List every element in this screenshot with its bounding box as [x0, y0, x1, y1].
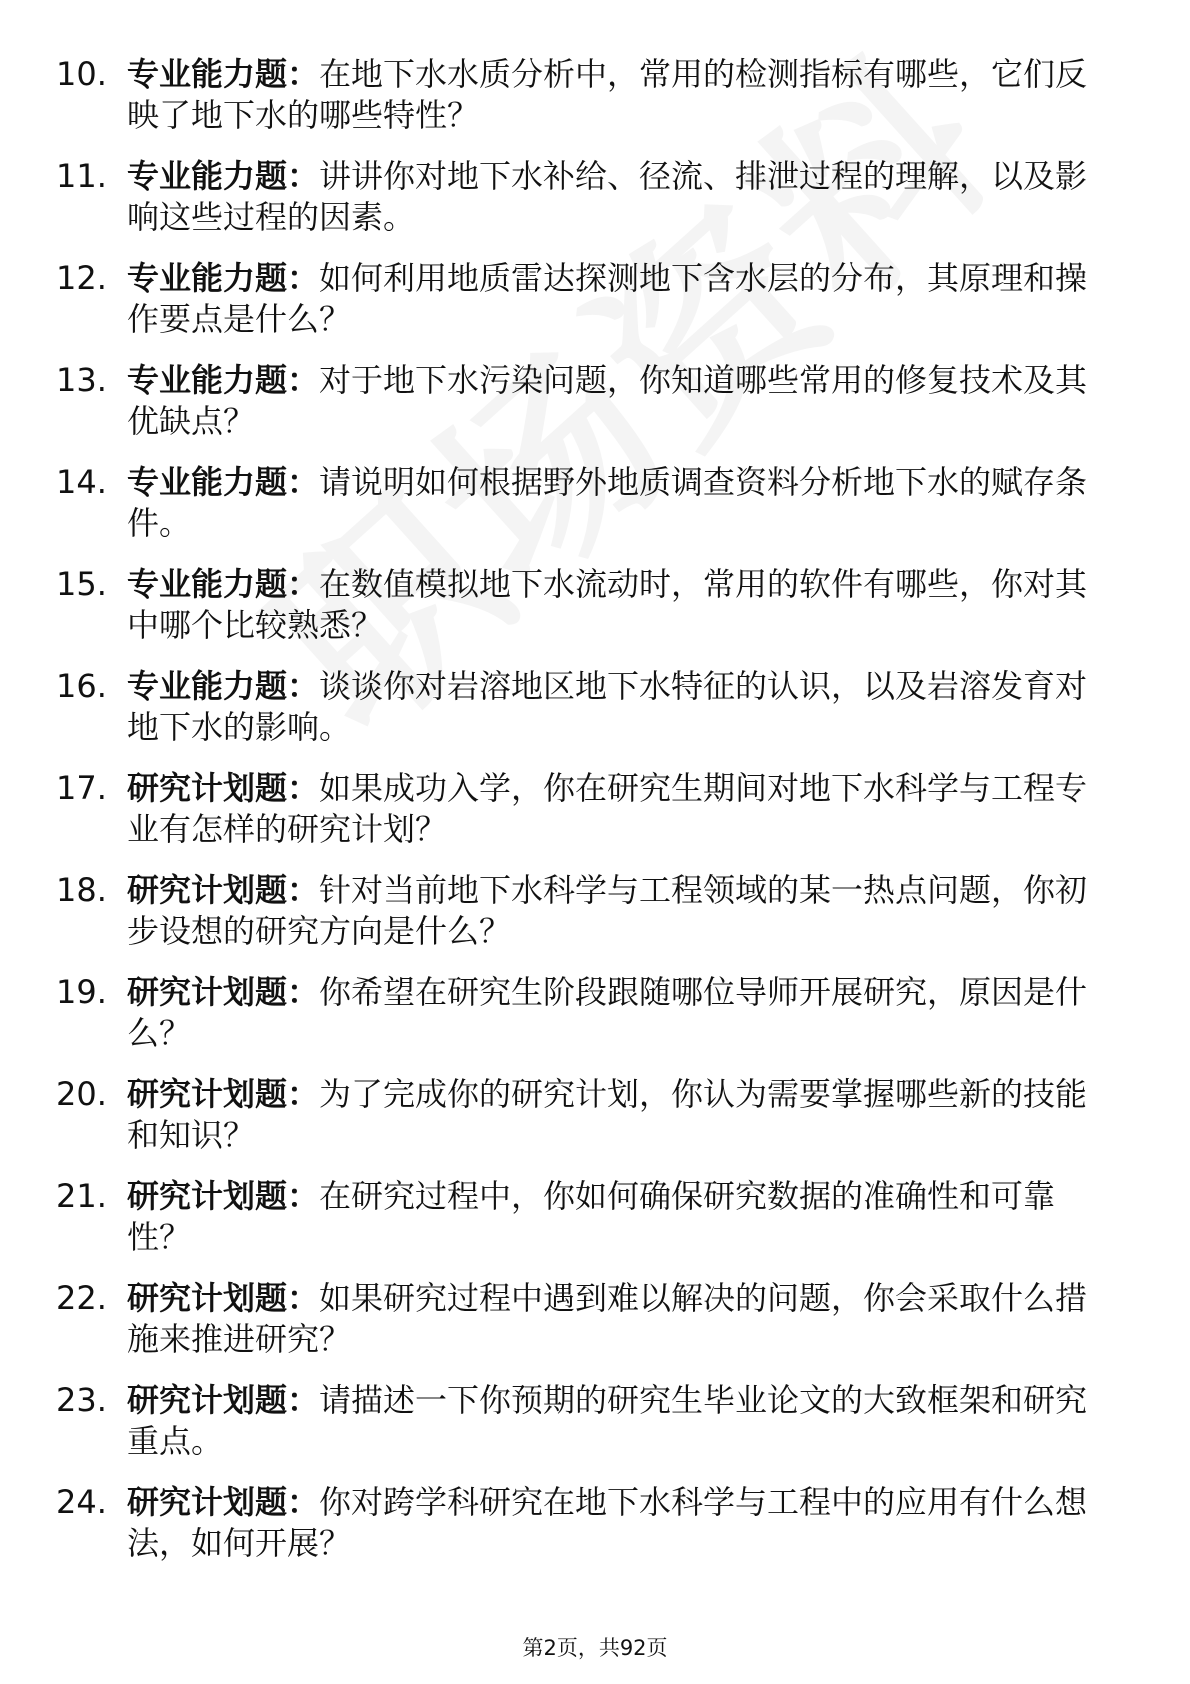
question-number: 19. [56, 973, 107, 1011]
question-item [56, 1380, 1116, 1462]
question-text: 为了完成你的研究计划，你认为需要掌握哪些新的技能和知识？ [127, 1075, 1088, 1154]
page-indicator: 第2页，共92页 [522, 1636, 668, 1660]
question-category: 专业能力题： [127, 361, 320, 399]
question-text: 在数值模拟地下水流动时，常用的软件有哪些，你对其中哪个比较熟悉？ [127, 565, 1088, 644]
question-text: 讲讲你对地下水补给、径流、排泄过程的理解，以及影响这些过程的因素。 [127, 157, 1088, 236]
question-number: 17. [56, 769, 107, 807]
question-text: 请描述一下你预期的研究生毕业论文的大致框架和研究重点。 [127, 1381, 1088, 1460]
question-item [56, 972, 1116, 1054]
question-number: 24. [56, 1483, 107, 1521]
question-list [56, 54, 1116, 1584]
question-item [56, 1482, 1116, 1564]
question-category: 研究计划题： [127, 973, 320, 1011]
question-number: 18. [56, 871, 107, 909]
question-number: 16. [56, 667, 107, 705]
question-number: 12. [56, 259, 107, 297]
question-category: 研究计划题： [127, 1075, 320, 1113]
question-text: 如何利用地质雷达探测地下含水层的分布，其原理和操作要点是什么？ [127, 259, 1088, 338]
question-item [56, 666, 1116, 748]
question-number: 14. [56, 463, 107, 501]
question-category: 研究计划题： [127, 1177, 320, 1215]
question-item [56, 768, 1116, 850]
question-category: 研究计划题： [127, 1483, 320, 1521]
question-text: 对于地下水污染问题，你知道哪些常用的修复技术及其优缺点？ [127, 361, 1088, 440]
question-category: 研究计划题： [127, 1279, 320, 1317]
question-text: 谈谈你对岩溶地区地下水特征的认识，以及岩溶发育对地下水的影响。 [127, 667, 1088, 746]
question-category: 研究计划题： [127, 871, 320, 909]
question-number: 13. [56, 361, 107, 399]
question-number: 23. [56, 1381, 107, 1419]
question-item [56, 1278, 1116, 1360]
question-number: 20. [56, 1075, 107, 1113]
question-item [56, 870, 1116, 952]
question-item [56, 564, 1116, 646]
question-number: 21. [56, 1177, 107, 1215]
question-text: 如果成功入学，你在研究生期间对地下水科学与工程专业有怎样的研究计划？ [127, 769, 1088, 848]
question-text: 如果研究过程中遇到难以解决的问题，你会采取什么措施来推进研究？ [127, 1279, 1088, 1358]
question-number: 10. [56, 55, 107, 93]
question-category: 专业能力题： [127, 259, 320, 297]
question-category: 专业能力题： [127, 463, 320, 501]
question-category: 专业能力题： [127, 157, 320, 195]
question-text: 在研究过程中，你如何确保研究数据的准确性和可靠性？ [127, 1177, 1056, 1256]
question-category: 研究计划题： [127, 769, 320, 807]
question-item [56, 156, 1116, 238]
question-text: 你希望在研究生阶段跟随哪位导师开展研究，原因是什么？ [127, 973, 1088, 1052]
question-number: 11. [56, 157, 107, 195]
question-category: 专业能力题： [127, 667, 320, 705]
question-item [56, 1176, 1116, 1258]
question-item [56, 462, 1116, 544]
question-item [56, 1074, 1116, 1156]
question-text: 在地下水水质分析中，常用的检测指标有哪些，它们反映了地下水的哪些特性？ [127, 55, 1088, 134]
question-category: 专业能力题： [127, 565, 320, 603]
question-item [56, 54, 1116, 136]
question-item [56, 360, 1116, 442]
question-number: 15. [56, 565, 107, 603]
question-category: 专业能力题： [127, 55, 320, 93]
question-number: 22. [56, 1279, 107, 1317]
question-item [56, 258, 1116, 340]
question-text: 你对跨学科研究在地下水科学与工程中的应用有什么想法，如何开展？ [127, 1483, 1088, 1562]
question-category: 研究计划题： [127, 1381, 320, 1419]
question-text: 请说明如何根据野外地质调查资料分析地下水的赋存条件。 [127, 463, 1088, 542]
question-text: 针对当前地下水科学与工程领域的某一热点问题，你初步设想的研究方向是什么？ [127, 871, 1088, 950]
